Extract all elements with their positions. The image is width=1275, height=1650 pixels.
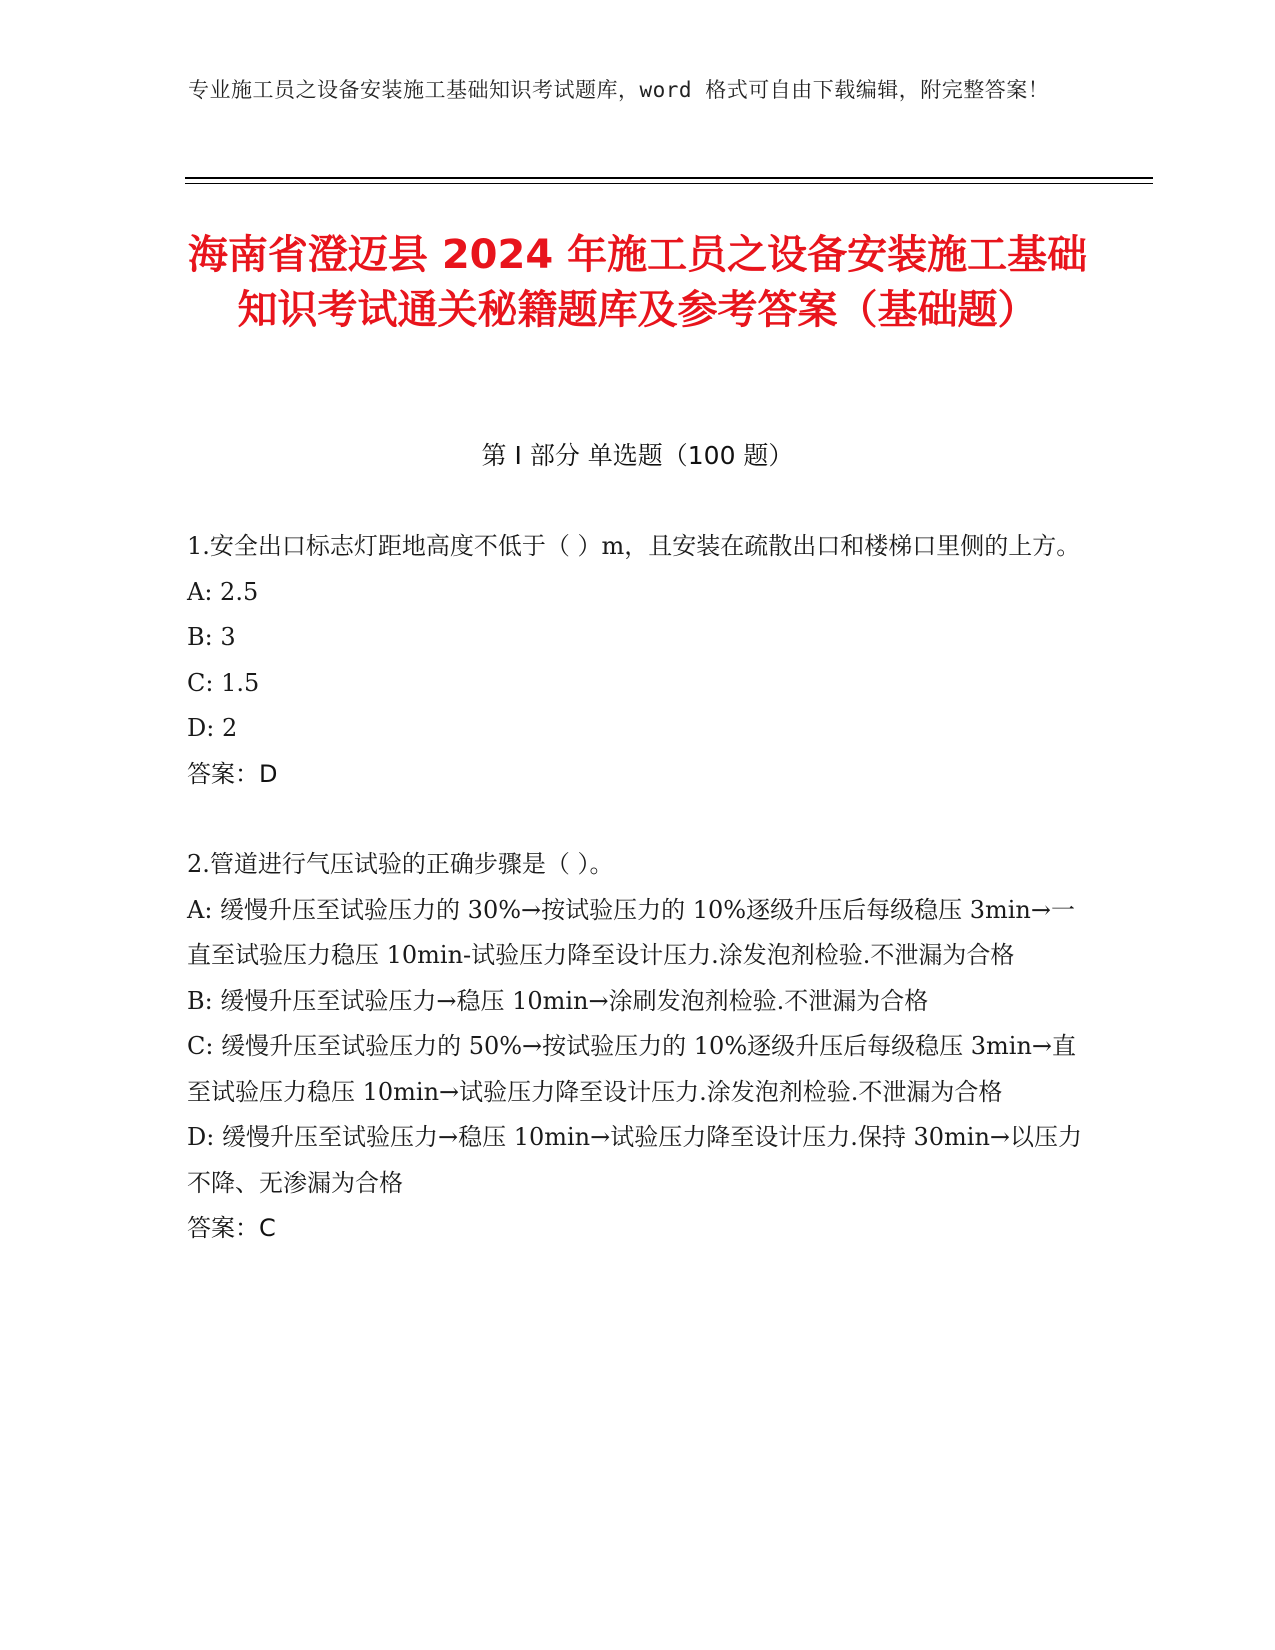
option-a: A: 2.5 — [187, 577, 259, 606]
question-stem: 1.安全出口标志灯距地高度不低于（ ）m，且安装在疏散出口和楼梯口里侧的上方。 — [187, 532, 1081, 560]
document-title: 海南省澄迈县 2024 年施工员之设备安装施工基础知识考试通关秘籍题库及参考答案（基础题） — [187, 232, 1088, 333]
question-list — [187, 524, 1087, 1252]
question-1 — [187, 524, 1087, 797]
answer: 答案：D — [187, 759, 278, 788]
question-spacer — [187, 797, 1087, 842]
question-2 — [187, 842, 1087, 1252]
option-c: C: 缓慢升压至试验压力的 50%→按试验压力的 10%逐级升压后每级稳压 3min→直至试验压力稳压 10min→试验压力降至设计压力.涂发泡剂检验.不泄漏为合格 — [187, 1032, 1077, 1106]
option-d: D: 2 — [187, 714, 238, 742]
header-rule-thick — [185, 177, 1153, 179]
header-note: 专业施工员之设备安装施工基础知识考试题库，word 格式可自由下载编辑，附完整答案！ — [188, 78, 1050, 102]
question-stem: 2.管道进行气压试验的正确步骤是（ ）。 — [187, 850, 614, 878]
option-b: B: 3 — [187, 623, 236, 651]
option-a: A: 缓慢升压至试验压力的 30%→按试验压力的 10%逐级升压后每级稳压 3min→一直至试验压力稳压 10min-试验压力降至设计压力.涂发泡剂检验.不泄漏为合格 — [187, 895, 1075, 969]
option-c: C: 1.5 — [187, 668, 260, 697]
section-title: 第 I 部分 单选题（100 题） — [481, 441, 794, 470]
option-d: D: 缓慢升压至试验压力→稳压 10min→试验压力降至设计压力.保持 30min→以压力不降、无渗漏为合格 — [187, 1123, 1083, 1197]
header-rule-thin — [185, 183, 1153, 184]
answer: 答案：C — [187, 1214, 276, 1242]
option-b: B: 缓慢升压至试验压力→稳压 10min→涂刷发泡剂检验.不泄漏为合格 — [187, 986, 929, 1015]
